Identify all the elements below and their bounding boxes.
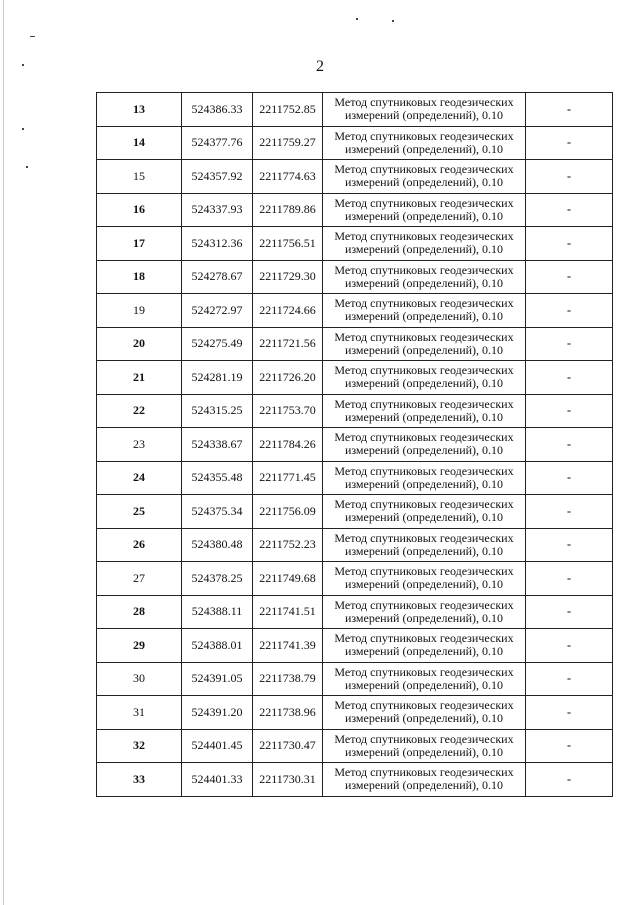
table-row [97,126,613,160]
method-line-2: измерений (определений), 0.10 [344,175,504,190]
x-coordinate-cell: 524375.34 [182,495,253,529]
method-line-1: Метод спутниковых геодезических [334,497,514,512]
method-cell [323,160,526,194]
scan-mark [356,18,358,20]
point-number-cell: 14 [97,126,182,160]
x-coordinate-cell: 524275.49 [182,327,253,361]
scan-edge-line [3,0,4,905]
y-coordinate-cell: 2211738.96 [253,696,323,730]
table-row [97,93,613,127]
method-line-1: Метод спутниковых геодезических [334,195,514,210]
method-cell [323,294,526,328]
method-line-2: измерений (определений), 0.10 [344,309,504,324]
dash-cell: - [526,126,613,160]
dash-cell: - [526,495,613,529]
table-row [97,528,613,562]
x-coordinate-cell: 524391.05 [182,662,253,696]
method-line-1: Метод спутниковых геодезических [334,530,514,545]
point-number-cell: 33 [97,763,182,797]
dash-cell: - [526,160,613,194]
x-coordinate-cell: 524278.67 [182,260,253,294]
method-cell [323,461,526,495]
method-line-2: измерений (определений), 0.10 [344,342,504,357]
method-cell [323,562,526,596]
point-number-cell: 23 [97,428,182,462]
method-cell [323,260,526,294]
point-number-cell: 13 [97,93,182,127]
method-line-2: измерений (определений), 0.10 [344,376,504,391]
method-line-1: Метод спутниковых геодезических [334,95,514,110]
y-coordinate-cell: 2211752.85 [253,93,323,127]
dash-cell: - [526,528,613,562]
method-line-1: Метод спутниковых геодезических [334,430,514,445]
method-cell [323,696,526,730]
method-cell [323,662,526,696]
scan-mark [26,166,28,168]
point-number-cell: 29 [97,629,182,663]
y-coordinate-cell: 2211741.51 [253,595,323,629]
dash-cell: - [526,763,613,797]
x-coordinate-cell: 524388.11 [182,595,253,629]
method-line-2: измерений (определений), 0.10 [344,577,504,592]
table-row [97,729,613,763]
y-coordinate-cell: 2211726.20 [253,361,323,395]
method-line-1: Метод спутниковых геодезических [334,463,514,478]
point-number-cell: 17 [97,227,182,261]
coordinates-table [96,92,613,797]
method-line-1: Метод спутниковых геодезических [334,296,514,311]
point-number-cell: 16 [97,193,182,227]
method-line-1: Метод спутниковых геодезических [334,765,514,780]
table-row [97,160,613,194]
method-line-2: измерений (определений), 0.10 [344,275,504,290]
method-cell [323,595,526,629]
y-coordinate-cell: 2211729.30 [253,260,323,294]
method-line-2: измерений (определений), 0.10 [344,543,504,558]
table-row [97,763,613,797]
dash-cell: - [526,729,613,763]
y-coordinate-cell: 2211752.23 [253,528,323,562]
y-coordinate-cell: 2211753.70 [253,394,323,428]
dash-cell: - [526,428,613,462]
method-line-2: измерений (определений), 0.10 [344,141,504,156]
y-coordinate-cell: 2211738.79 [253,662,323,696]
method-line-2: измерений (определений), 0.10 [344,510,504,525]
method-line-1: Метод спутниковых геодезических [334,128,514,143]
method-line-2: измерений (определений), 0.10 [344,409,504,424]
x-coordinate-cell: 524272.97 [182,294,253,328]
x-coordinate-cell: 524388.01 [182,629,253,663]
method-line-2: измерений (определений), 0.10 [344,242,504,257]
method-line-2: измерений (определений), 0.10 [344,610,504,625]
x-coordinate-cell: 524386.33 [182,93,253,127]
y-coordinate-cell: 2211759.27 [253,126,323,160]
method-cell [323,126,526,160]
table-row [97,428,613,462]
method-line-1: Метод спутниковых геодезических [334,329,514,344]
method-line-2: измерений (определений), 0.10 [344,443,504,458]
method-line-1: Метод спутниковых геодезических [334,396,514,411]
method-line-1: Метод спутниковых геодезических [334,564,514,579]
scan-mark [22,128,24,130]
table-row [97,495,613,529]
y-coordinate-cell: 2211741.39 [253,629,323,663]
method-cell [323,394,526,428]
y-coordinate-cell: 2211756.51 [253,227,323,261]
dash-cell: - [526,662,613,696]
method-cell [323,93,526,127]
method-line-1: Метод спутниковых геодезических [334,262,514,277]
dash-cell: - [526,629,613,663]
point-number-cell: 15 [97,160,182,194]
point-number-cell: 27 [97,562,182,596]
method-cell [323,428,526,462]
method-line-2: измерений (определений), 0.10 [344,711,504,726]
point-number-cell: 32 [97,729,182,763]
dash-cell: - [526,260,613,294]
method-line-2: измерений (определений), 0.10 [344,208,504,223]
point-number-cell: 20 [97,327,182,361]
method-line-1: Метод спутниковых геодезических [334,731,514,746]
table-row [97,260,613,294]
x-coordinate-cell: 524357.92 [182,160,253,194]
x-coordinate-cell: 524401.33 [182,763,253,797]
y-coordinate-cell: 2211724.66 [253,294,323,328]
method-cell [323,495,526,529]
method-line-1: Метод спутниковых геодезических [334,229,514,244]
table-row [97,227,613,261]
dash-cell: - [526,93,613,127]
method-line-1: Метод спутниковых геодезических [334,698,514,713]
page-number: 2 [316,58,324,75]
point-number-cell: 22 [97,394,182,428]
dash-cell: - [526,562,613,596]
dash-cell: - [526,696,613,730]
scan-mark [30,36,35,37]
dash-cell: - [526,327,613,361]
method-cell [323,193,526,227]
y-coordinate-cell: 2211756.09 [253,495,323,529]
y-coordinate-cell: 2211774.63 [253,160,323,194]
x-coordinate-cell: 524355.48 [182,461,253,495]
point-number-cell: 26 [97,528,182,562]
point-number-cell: 21 [97,361,182,395]
method-line-1: Метод спутниковых геодезических [334,363,514,378]
table-row [97,394,613,428]
method-line-2: измерений (определений), 0.10 [344,108,504,123]
x-coordinate-cell: 524380.48 [182,528,253,562]
point-number-cell: 18 [97,260,182,294]
x-coordinate-cell: 524391.20 [182,696,253,730]
method-cell [323,227,526,261]
dash-cell: - [526,595,613,629]
x-coordinate-cell: 524338.67 [182,428,253,462]
table-row [97,294,613,328]
coordinates-table-body [97,93,613,797]
table-row [97,595,613,629]
method-line-1: Метод спутниковых геодезических [334,597,514,612]
method-line-1: Метод спутниковых геодезических [334,631,514,646]
table-row [97,461,613,495]
method-cell [323,528,526,562]
point-number-cell: 24 [97,461,182,495]
y-coordinate-cell: 2211730.47 [253,729,323,763]
y-coordinate-cell: 2211749.68 [253,562,323,596]
method-cell [323,763,526,797]
method-cell [323,729,526,763]
x-coordinate-cell: 524312.36 [182,227,253,261]
method-line-2: измерений (определений), 0.10 [344,644,504,659]
method-line-1: Метод спутниковых геодезических [334,664,514,679]
method-cell [323,327,526,361]
method-line-2: измерений (определений), 0.10 [344,677,504,692]
point-number-cell: 25 [97,495,182,529]
y-coordinate-cell: 2211771.45 [253,461,323,495]
x-coordinate-cell: 524281.19 [182,361,253,395]
point-number-cell: 30 [97,662,182,696]
dash-cell: - [526,361,613,395]
method-cell [323,361,526,395]
y-coordinate-cell: 2211789.86 [253,193,323,227]
x-coordinate-cell: 524377.76 [182,126,253,160]
scan-mark [392,20,394,22]
table-row [97,193,613,227]
method-line-2: измерений (определений), 0.10 [344,778,504,793]
x-coordinate-cell: 524337.93 [182,193,253,227]
method-line-2: измерений (определений), 0.10 [344,476,504,491]
y-coordinate-cell: 2211784.26 [253,428,323,462]
table-row [97,662,613,696]
dash-cell: - [526,193,613,227]
table-row [97,562,613,596]
dash-cell: - [526,294,613,328]
table-row [97,327,613,361]
dash-cell: - [526,227,613,261]
x-coordinate-cell: 524401.45 [182,729,253,763]
table-row [97,696,613,730]
method-cell [323,629,526,663]
point-number-cell: 19 [97,294,182,328]
dash-cell: - [526,461,613,495]
method-line-2: измерений (определений), 0.10 [344,744,504,759]
dash-cell: - [526,394,613,428]
point-number-cell: 28 [97,595,182,629]
table-row [97,361,613,395]
method-line-1: Метод спутниковых геодезических [334,162,514,177]
x-coordinate-cell: 524315.25 [182,394,253,428]
y-coordinate-cell: 2211721.56 [253,327,323,361]
y-coordinate-cell: 2211730.31 [253,763,323,797]
table-row [97,629,613,663]
point-number-cell: 31 [97,696,182,730]
x-coordinate-cell: 524378.25 [182,562,253,596]
